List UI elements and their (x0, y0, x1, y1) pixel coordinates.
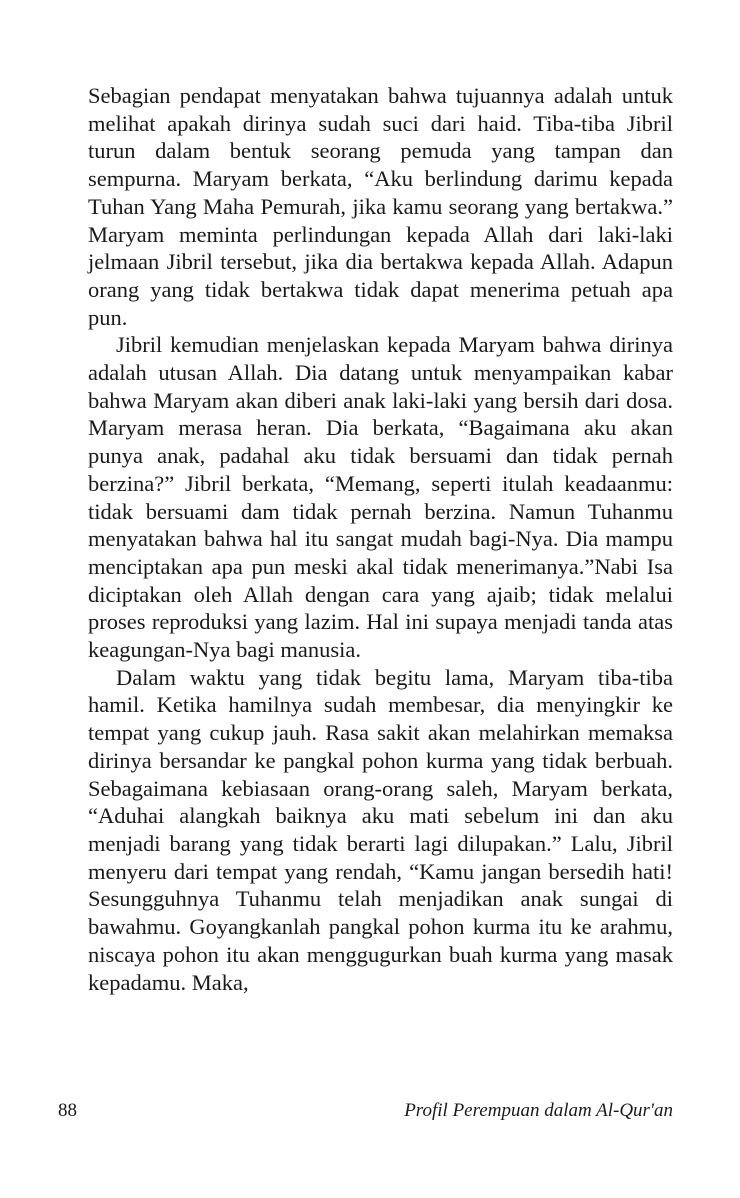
page-body (88, 82, 673, 996)
page-footer (58, 1100, 673, 1126)
running-title: Profil Perempuan dalam Al-Qur'an (404, 1100, 673, 1121)
paragraph-1: Sebagian pendapat menyatakan bahwa tujuannya adalah untuk melihat apakah dirinya sudah suci dari haid. Tiba-tiba Jibril turun dalam bentuk seorang pemuda yang tampan dan sempurna. Maryam berkata, “Aku berlindung darimu kepada Tuhan Yang Maha Pemurah, jika kamu seorang yang bertakwa.” Maryam meminta perlindungan kepada Allah dari laki-laki jelmaan Jibril tersebut, jika dia bertakwa kepada Allah. Adapun orang yang tidak bertakwa tidak dapat menerima petuah apa pun. (88, 83, 673, 330)
paragraph-3: Dalam waktu yang tidak begitu lama, Maryam tiba-tiba hamil. Ketika hamilnya sudah membesar, dia menyingkir ke tempat yang cukup jauh. Rasa sakit akan melahirkan memaksa dirinya bersandar ke pangkal pohon kurma yang tidak berbuah. Sebagaimana kebiasaan orang-orang saleh, Maryam berkata, “Aduhai alangkah baiknya aku mati sebelum ini dan aku menjadi barang yang tidak berarti lagi dilupakan.” Lalu, Jibril menyeru dari tempat yang rendah, “Kamu jangan bersedih hati! Sesungguhnya Tuhanmu telah menjadikan anak sungai di bawahmu. Goyangkanlah pangkal pohon kurma itu ke arahmu, niscaya pohon itu akan menggugurkan buah kurma yang masak kepadamu. Maka, (88, 664, 673, 995)
paragraph-2: Jibril kemudian menjelaskan kepada Maryam bahwa dirinya adalah utusan Allah. Dia datang untuk menyampaikan kabar bahwa Maryam akan diberi anak laki-laki yang bersih dari dosa. Maryam merasa heran. Dia berkata, “Bagaimana aku akan punya anak, padahal aku tidak bersuami dan tidak pernah berzina?” Jibril berkata, “Memang, seperti itulah keadaanmu: tidak bersuami dam tidak pernah berzina. Namun Tuhanmu menyatakan bahwa hal itu sangat mudah bagi-Nya. Dia mampu menciptakan apa pun meski akal tidak menerimanya.”Nabi Isa diciptakan oleh Allah dengan cara yang ajaib; tidak melalui proses reproduksi yang lazim. Hal ini supaya menjadi tanda atas keagungan-Nya bagi manusia. (88, 332, 673, 663)
page-number: 88 (58, 1100, 77, 1121)
